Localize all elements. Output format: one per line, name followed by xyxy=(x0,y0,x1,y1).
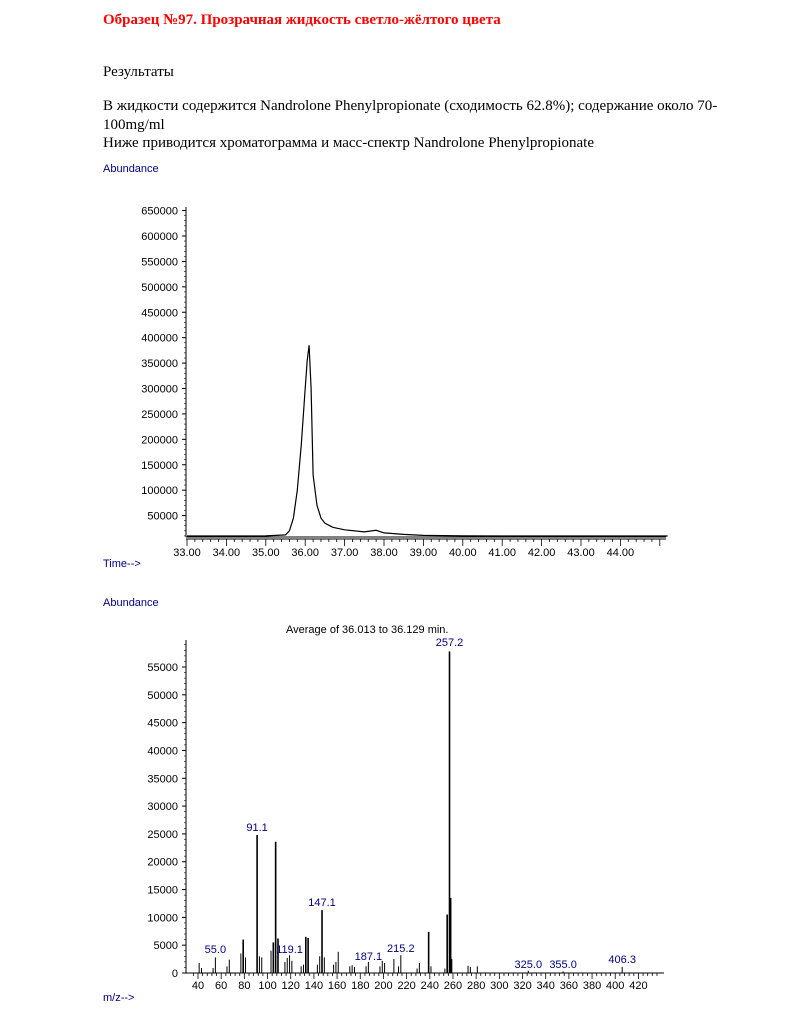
results-line-3: Ниже приводится хроматограмма и масс-спектр Nandrolone Phenylpropionate xyxy=(103,135,595,151)
svg-text:55.0: 55.0 xyxy=(204,944,227,956)
svg-text:0: 0 xyxy=(171,968,178,980)
svg-text:100: 100 xyxy=(258,980,277,992)
svg-text:80: 80 xyxy=(238,980,251,992)
svg-text:380: 380 xyxy=(582,980,602,992)
svg-text:300000: 300000 xyxy=(141,383,178,396)
spectrum-x-label: m/z--> xyxy=(103,992,135,1004)
svg-text:20000: 20000 xyxy=(147,856,178,869)
svg-text:33.00: 33.00 xyxy=(173,547,201,559)
svg-text:500000: 500000 xyxy=(141,281,178,294)
svg-text:650000: 650000 xyxy=(141,205,178,218)
svg-text:240: 240 xyxy=(420,980,439,992)
svg-text:340: 340 xyxy=(536,980,555,992)
svg-text:40000: 40000 xyxy=(147,745,178,758)
svg-text:300: 300 xyxy=(490,980,509,992)
svg-text:550000: 550000 xyxy=(141,256,178,269)
svg-text:45000: 45000 xyxy=(147,717,178,730)
svg-text:187.1: 187.1 xyxy=(354,951,383,963)
svg-text:39.00: 39.00 xyxy=(409,547,438,559)
svg-text:25000: 25000 xyxy=(147,828,178,841)
svg-text:40: 40 xyxy=(191,980,205,992)
svg-text:50000: 50000 xyxy=(147,510,178,523)
svg-text:320: 320 xyxy=(513,980,532,992)
chromatogram-x-label: Time--> xyxy=(103,558,141,570)
svg-text:34.00: 34.00 xyxy=(212,547,241,559)
svg-text:250000: 250000 xyxy=(141,408,178,421)
svg-text:35.00: 35.00 xyxy=(252,547,280,559)
svg-text:37.00: 37.00 xyxy=(330,547,359,559)
svg-text:36.00: 36.00 xyxy=(291,547,319,559)
page-title: Образец №97. Прозрачная жидкость светло-жёлтого цвета xyxy=(103,12,501,28)
svg-text:44.00: 44.00 xyxy=(606,547,635,559)
svg-text:400000: 400000 xyxy=(141,332,178,345)
svg-text:91.1: 91.1 xyxy=(246,822,268,834)
svg-text:180: 180 xyxy=(351,980,370,992)
results-heading: Результаты xyxy=(103,64,174,80)
svg-text:15000: 15000 xyxy=(147,884,178,897)
svg-text:140: 140 xyxy=(304,980,324,992)
svg-text:147.1: 147.1 xyxy=(308,897,336,909)
svg-text:160: 160 xyxy=(327,980,347,992)
svg-text:325.0: 325.0 xyxy=(514,959,543,971)
results-line-2: 100mg/ml xyxy=(103,117,165,133)
svg-text:200000: 200000 xyxy=(141,434,178,447)
svg-text:350000: 350000 xyxy=(141,358,178,371)
svg-text:119.1: 119.1 xyxy=(276,944,303,956)
svg-text:10000: 10000 xyxy=(147,912,178,925)
svg-text:40.00: 40.00 xyxy=(449,547,477,559)
svg-text:420: 420 xyxy=(629,980,648,992)
svg-text:41.00: 41.00 xyxy=(488,547,516,559)
svg-text:220: 220 xyxy=(397,980,416,992)
svg-text:38.00: 38.00 xyxy=(370,547,398,559)
svg-text:50000: 50000 xyxy=(147,689,178,702)
svg-text:5000: 5000 xyxy=(153,940,178,953)
svg-text:257.2: 257.2 xyxy=(435,637,464,649)
svg-text:150000: 150000 xyxy=(141,459,178,472)
svg-text:360: 360 xyxy=(559,980,579,992)
svg-text:450000: 450000 xyxy=(141,307,178,320)
svg-text:42.00: 42.00 xyxy=(527,547,556,559)
svg-text:55000: 55000 xyxy=(147,662,178,674)
svg-text:355.0: 355.0 xyxy=(549,959,577,971)
svg-text:600000: 600000 xyxy=(141,231,178,243)
svg-text:260: 260 xyxy=(443,980,463,992)
svg-text:200: 200 xyxy=(374,980,393,992)
svg-text:406.3: 406.3 xyxy=(608,954,636,966)
results-line-1: В жидкости содержится Nandrolone Phenylpropionate (сходимость 62.8%); содержание около 70- xyxy=(103,98,718,114)
chromatogram-y-label: Abundance xyxy=(103,163,159,175)
svg-text:100000: 100000 xyxy=(141,485,178,498)
svg-text:30000: 30000 xyxy=(147,801,178,814)
svg-text:43.00: 43.00 xyxy=(567,547,595,559)
svg-text:215.2: 215.2 xyxy=(387,943,415,955)
svg-text:280: 280 xyxy=(466,980,486,992)
svg-text:60: 60 xyxy=(215,980,228,992)
svg-text:120: 120 xyxy=(281,980,300,992)
spectrum-y-label: Abundance xyxy=(103,597,159,609)
svg-text:35000: 35000 xyxy=(147,773,178,786)
spectrum-subtitle: Average of 36.013 to 36.129 min. xyxy=(286,624,449,636)
svg-text:400: 400 xyxy=(606,980,625,992)
